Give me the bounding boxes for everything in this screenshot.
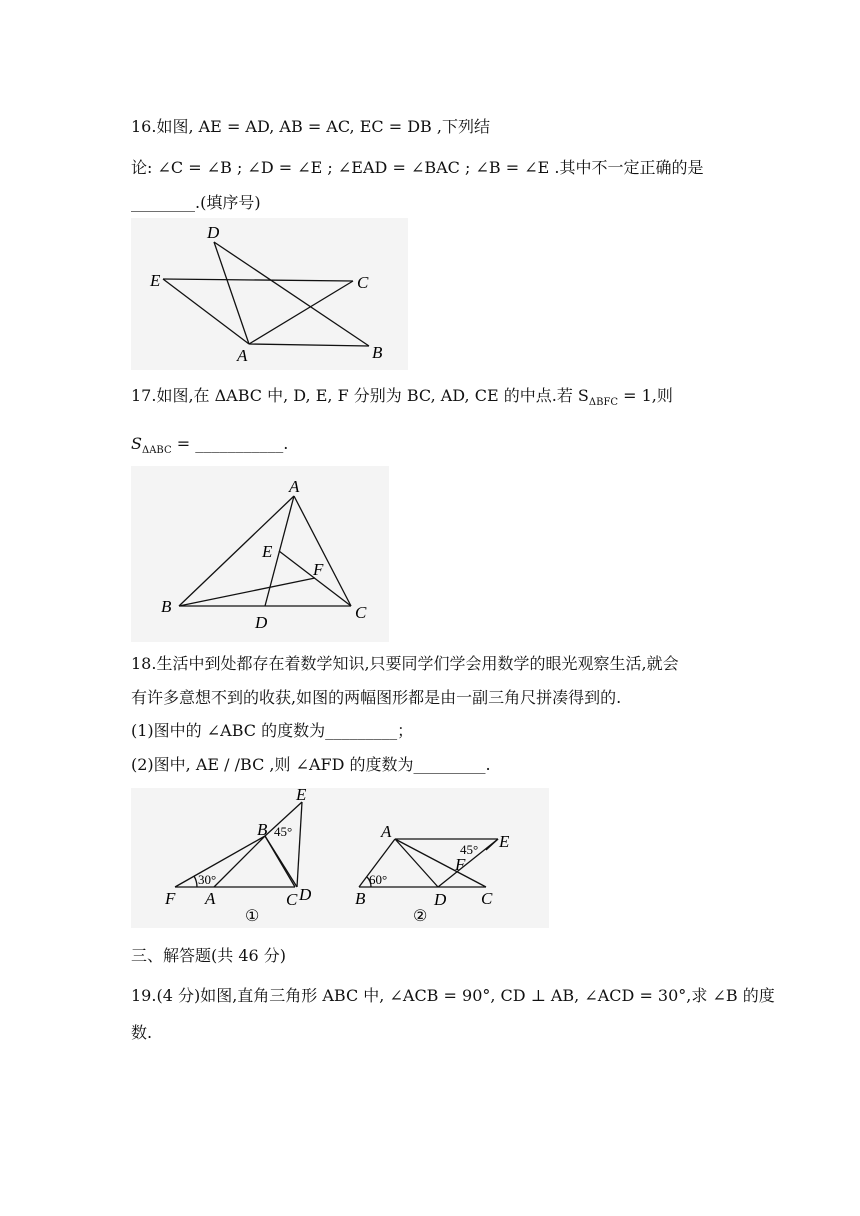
segment-DB [214, 242, 369, 346]
fig2-label-E: E [499, 832, 510, 851]
q17-line-2 [131, 434, 288, 461]
segment-EC [163, 279, 353, 281]
q18-line-2: 有许多意想不到的收获,如图的两幅图形都是由一副三角尺拼凑得到的. [131, 688, 622, 707]
label-A: A [289, 477, 300, 496]
fig2-label-B: B [355, 889, 366, 908]
segment-BF [179, 578, 315, 606]
label-E: E [150, 271, 161, 290]
label-F: F [313, 560, 324, 579]
label-E: E [262, 542, 273, 561]
q17-line-1 [131, 386, 673, 413]
q16-line-2: 论: ∠C = ∠B ; ∠D = ∠E ; ∠EAD = ∠BAC ; ∠B = ∠E .其中不一定正确的是 [131, 158, 704, 177]
section-3-title: 三、解答题(共 46 分) [131, 946, 287, 965]
segment-E-tri [486, 839, 498, 850]
segment-DA [214, 242, 249, 344]
fig1-label-A: A [205, 889, 216, 908]
segment-AB [249, 344, 369, 346]
q18-line-1: 18.生活中到处都存在着数学知识,只要同学们学会用数学的眼光观察生活,就会 [131, 654, 679, 673]
q16-figure [131, 218, 408, 370]
fig2-label-D: D [434, 890, 447, 909]
fig1-angle-30: 30° [198, 872, 217, 887]
fig1-label-E: E [296, 788, 307, 804]
q16-diagram [131, 218, 408, 370]
label-B: B [161, 597, 172, 616]
q17-line-1-tail: = 1,则 [618, 386, 673, 405]
segment-AC [249, 281, 353, 344]
fig1-angle-45: 45° [274, 824, 293, 839]
segment-AB [179, 496, 294, 606]
q16-line-1: 16.如图, AE = AD, AB = AC, EC = DB ,下列结 [131, 117, 490, 136]
segment-BA [214, 836, 265, 887]
q17-line-1-text: 17.如图,在 ΔABC 中, D, E, F 分别为 BC, AD, CE 的中点.若 S [131, 386, 589, 405]
segment-AD [395, 839, 438, 887]
fig1-label-D: D [299, 885, 312, 904]
fig2-label-A: A [381, 822, 392, 841]
fig2-label-F: F [455, 855, 466, 874]
q17-line-1-sub: ΔBFC [588, 397, 619, 409]
label-B: B [372, 343, 383, 362]
label-D: D [255, 613, 268, 632]
fig2-number: ② [413, 908, 428, 925]
label-C: C [357, 273, 369, 292]
fig2-label-C: C [481, 889, 493, 908]
q18-figure [131, 788, 549, 928]
fig2-angle-60: 60° [369, 872, 388, 887]
fig2-angle-45: 45° [460, 842, 479, 857]
q17-line-2-sub: ΔABC [141, 445, 172, 457]
q17-line-2-tail: = ___________. [171, 434, 289, 453]
label-D: D [207, 223, 220, 242]
q17-line-2-s: S [131, 434, 142, 453]
segment-ED [297, 802, 302, 887]
segment-BD [265, 836, 297, 887]
q16-line-3: ________.(填序号) [131, 193, 261, 212]
fig1-number: ① [245, 908, 260, 925]
q17-diagram [131, 466, 389, 642]
q18-line-3: (1)图中的 ∠ABC 的度数为_________； [131, 721, 414, 740]
q18-line-4: (2)图中, AE / /BC ,则 ∠AFD 的度数为_________. [131, 755, 491, 774]
q17-figure [131, 466, 389, 642]
q18-figure-1 [175, 802, 302, 887]
q19-line-1: 19.(4 分)如图,直角三角形 ABC 中, ∠ACB = 90°, CD ⊥ AB, ∠ACD = 30°,求 ∠B 的度 [131, 986, 775, 1005]
segment-FB [175, 836, 265, 887]
q18-diagram [131, 788, 549, 928]
segment-AC [294, 496, 351, 606]
fig1-label-B: B [257, 820, 268, 839]
segment-EA [163, 279, 249, 344]
fig1-label-C: C [286, 890, 298, 909]
label-A: A [237, 346, 248, 365]
label-C: C [355, 603, 367, 622]
q19-line-2: 数. [131, 1023, 153, 1042]
fig1-label-F: F [165, 889, 176, 908]
